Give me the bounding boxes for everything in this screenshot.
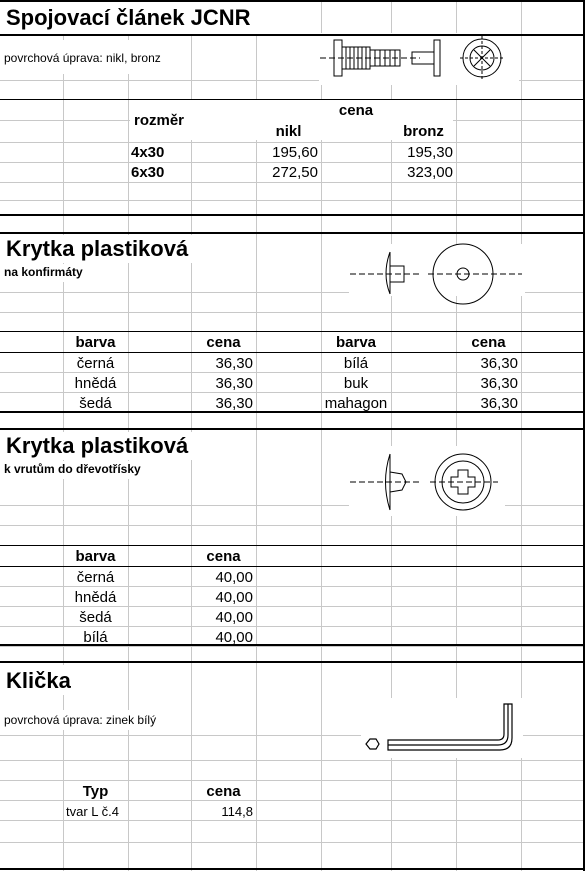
screw-cap-icon <box>350 450 505 512</box>
grid-row-line <box>0 586 585 587</box>
grid-row-line <box>0 312 585 313</box>
size-cell: 4x30 <box>131 144 165 161</box>
price-header: cena <box>206 334 241 351</box>
connector-bolt-icon <box>320 34 520 84</box>
color-cell: hnědá <box>74 589 117 606</box>
grid-row-line <box>0 760 585 761</box>
section4-subtitle: povrchová úprava: zinek bílý <box>4 713 157 727</box>
grid-row-line <box>0 200 585 201</box>
price-cell: 36,30 <box>480 395 518 412</box>
size-header: rozměr <box>134 112 185 129</box>
grid-row-line <box>0 606 585 607</box>
section-border <box>0 566 585 567</box>
price-cell: 36,30 <box>215 355 253 372</box>
price-header: cena <box>206 783 241 800</box>
nikl-price-cell: 272,50 <box>272 164 318 181</box>
price-header: cena <box>471 334 506 351</box>
price-cell: 40,00 <box>215 629 253 646</box>
section-border <box>0 545 585 546</box>
bronz-header: bronz <box>403 123 444 140</box>
hex-key-icon <box>362 700 522 756</box>
section4-title: Klička <box>6 668 71 693</box>
section-border <box>0 868 585 870</box>
section1-title: Spojovací článek JCNR <box>6 5 251 30</box>
color-cell: černá <box>76 569 115 586</box>
confirmat-cap-icon <box>350 248 525 296</box>
grid-row-line <box>0 780 585 781</box>
bronz-price-cell: 323,00 <box>407 164 453 181</box>
section2-title: Krytka plastiková <box>6 236 189 261</box>
price-cell: 40,00 <box>215 569 253 586</box>
color-cell: buk <box>343 375 369 392</box>
price-header: cena <box>206 548 241 565</box>
section-border <box>0 214 585 216</box>
price-cell: 36,30 <box>215 375 253 392</box>
price-cell: 36,30 <box>480 355 518 372</box>
grid-row-line <box>0 646 585 647</box>
color-header: barva <box>335 334 377 351</box>
size-cell: 6x30 <box>131 164 165 181</box>
section-border <box>0 331 585 332</box>
price-cell: 40,00 <box>215 609 253 626</box>
section-border <box>0 661 585 663</box>
grid-row-line <box>0 800 585 801</box>
grid-row-line <box>0 162 585 163</box>
color-cell: šedá <box>79 609 112 626</box>
price-cell: 36,30 <box>480 375 518 392</box>
nikl-price-cell: 195,60 <box>272 144 318 161</box>
color-cell: bílá <box>343 355 369 372</box>
price-cell: 114,8 <box>221 804 253 819</box>
price-cell: 36,30 <box>215 395 253 412</box>
section-border <box>0 232 585 234</box>
color-cell: bílá <box>83 629 108 646</box>
nikl-header: nikl <box>275 123 302 140</box>
section-border <box>0 0 585 2</box>
section-border <box>0 352 585 353</box>
grid-row-line <box>0 182 585 183</box>
grid-row-line <box>0 626 585 627</box>
grid-row-line <box>0 392 585 393</box>
type-cell: tvar L č.4 <box>66 804 119 819</box>
color-header: barva <box>75 548 116 565</box>
section3-subtitle: k vrutům do dřevotřísky <box>4 462 141 476</box>
color-cell: šedá <box>79 395 112 412</box>
color-cell: hnědá <box>74 375 117 392</box>
section2-subtitle: na konfirmáty <box>4 265 83 279</box>
color-cell: černá <box>76 355 115 372</box>
bronz-price-cell: 195,30 <box>407 144 453 161</box>
section-border <box>0 428 585 430</box>
section1-subtitle: povrchová úprava: nikl, bronz <box>4 51 161 65</box>
type-header: Typ <box>82 783 109 800</box>
section-border <box>0 99 585 100</box>
grid-row-line <box>0 372 585 373</box>
color-header: barva <box>75 334 116 351</box>
grid-row-line <box>0 142 585 143</box>
color-cell: mahagon <box>324 395 388 412</box>
grid-row-line <box>0 842 585 843</box>
grid-row-line <box>0 820 585 821</box>
price-header: cena <box>338 102 374 119</box>
grid-row-line <box>0 525 585 526</box>
section3-title: Krytka plastiková <box>6 433 189 458</box>
price-cell: 40,00 <box>215 589 253 606</box>
